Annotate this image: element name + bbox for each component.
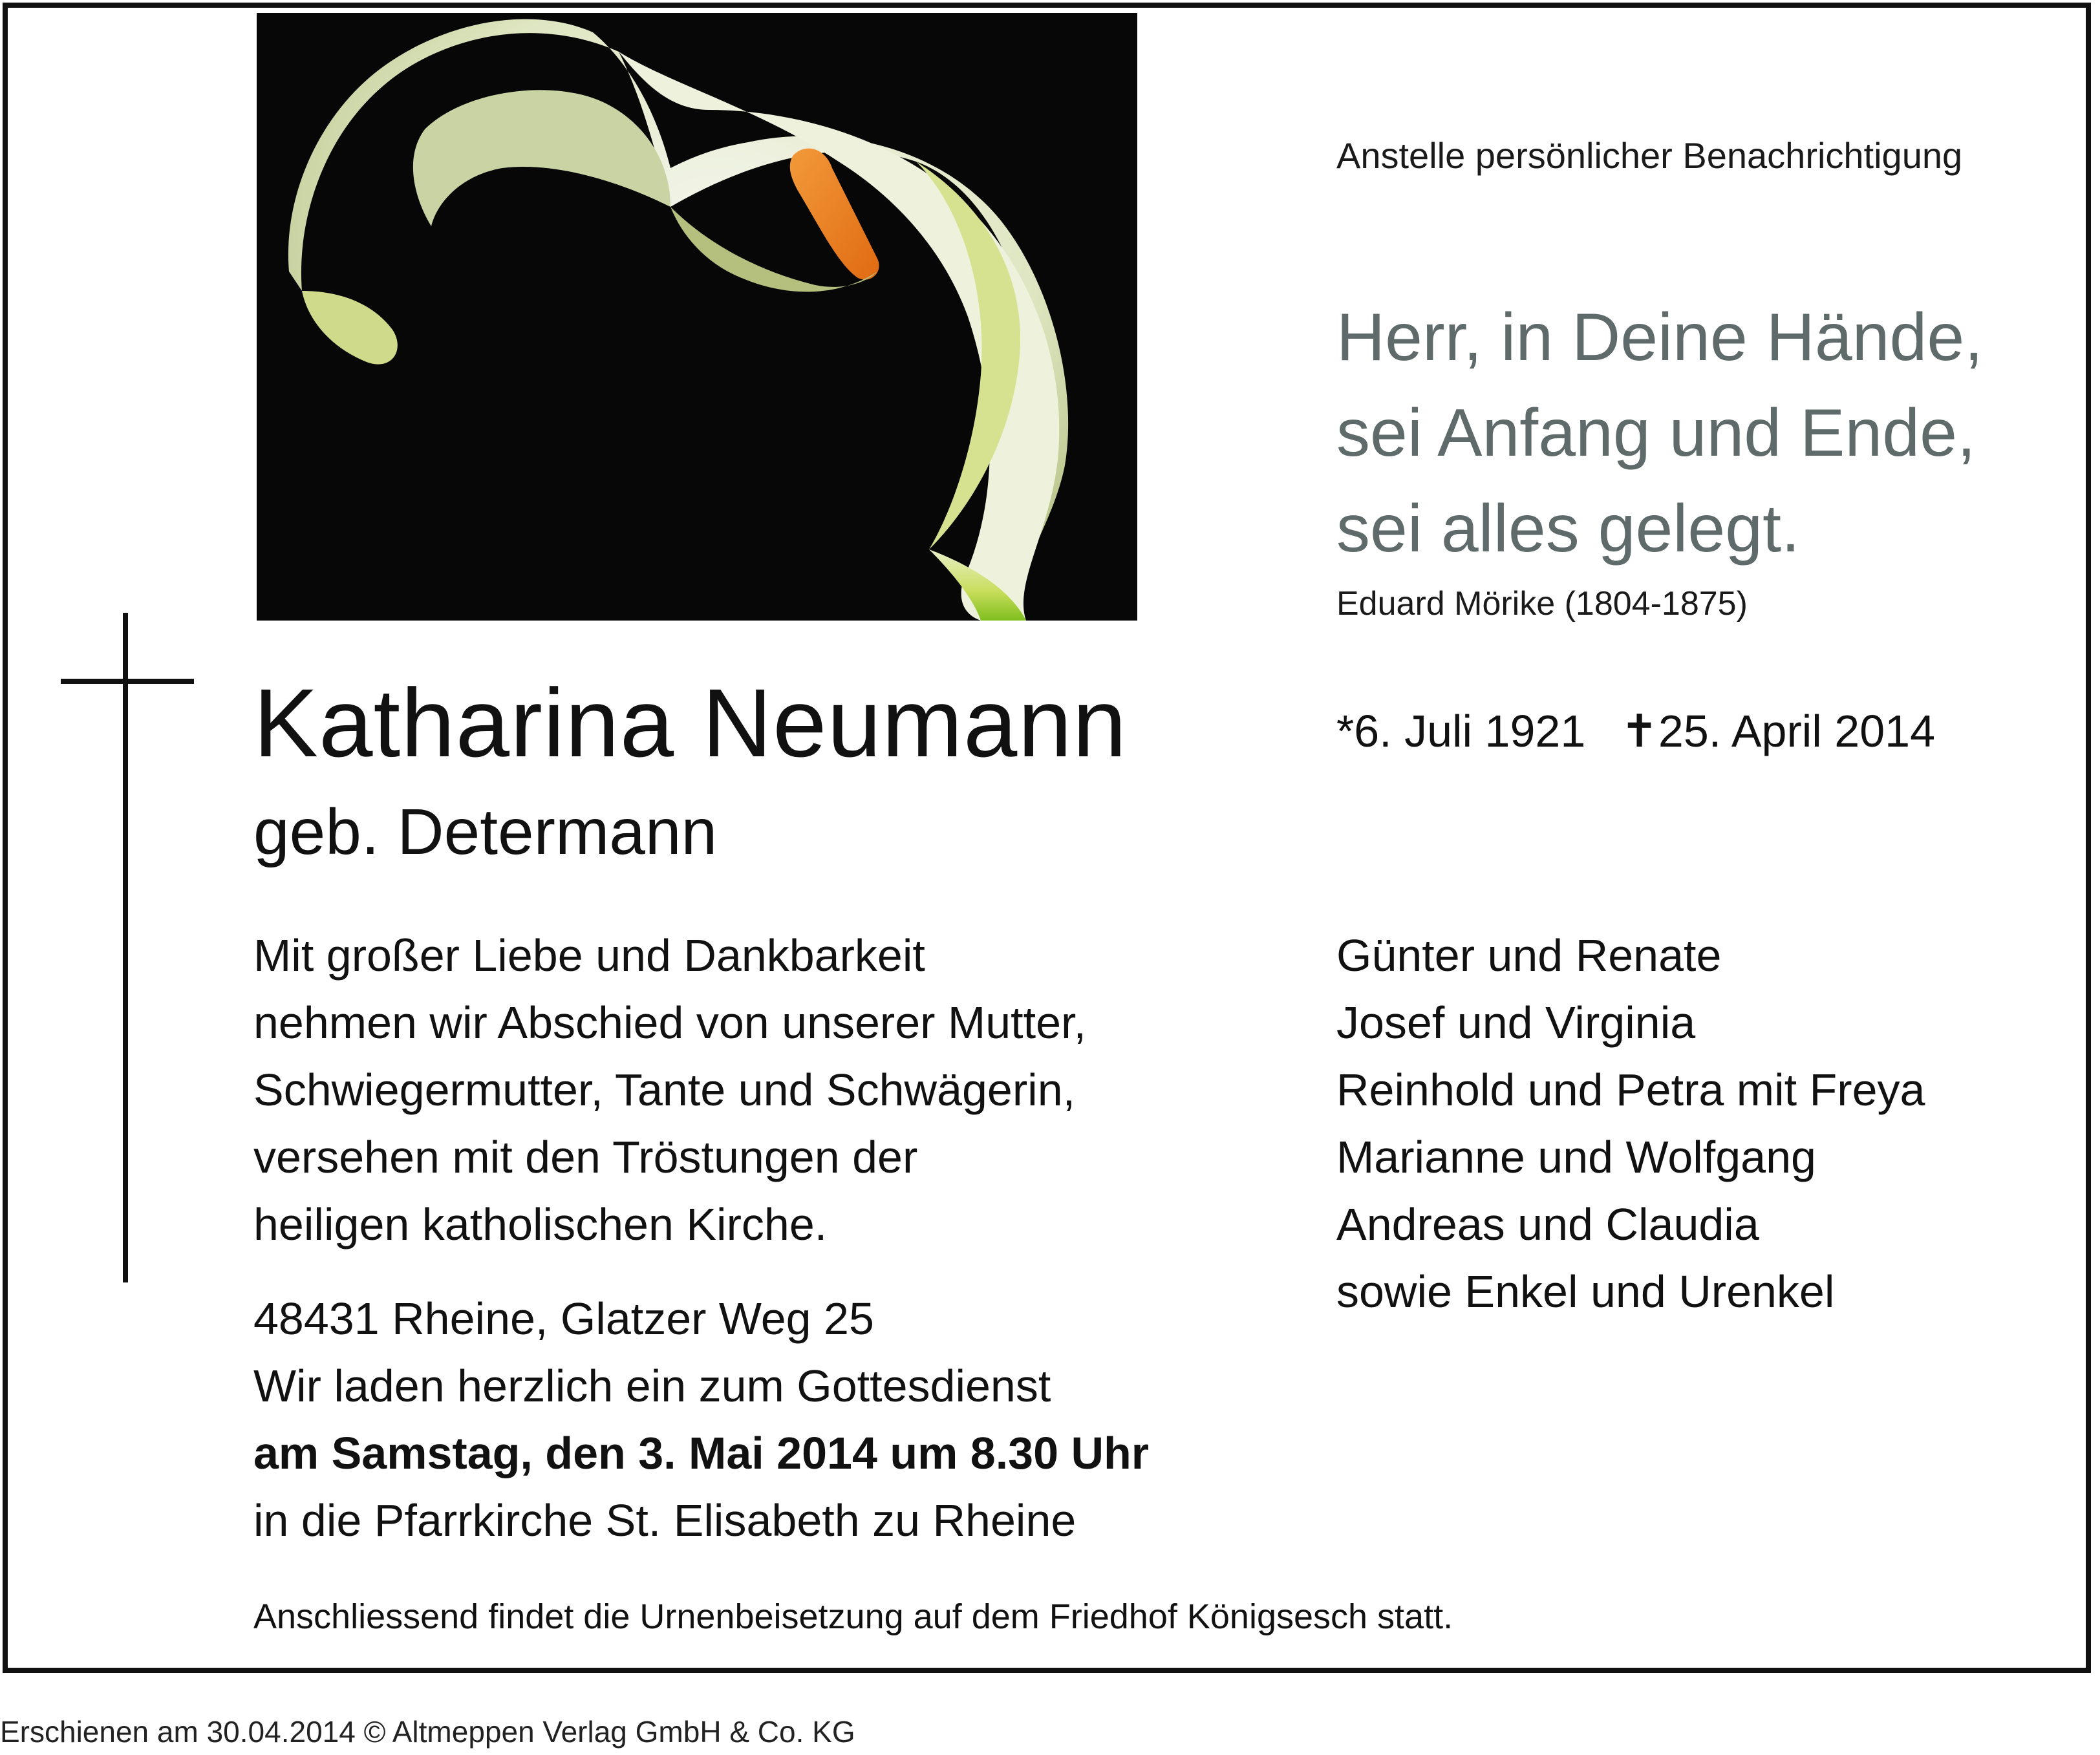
verse-line: sei alles gelegt. — [1336, 491, 1800, 566]
cross-icon — [123, 613, 128, 1282]
verse-line: sei Anfang und Ende, — [1336, 396, 1976, 471]
birth-date: *6. Juli 1921 — [1336, 706, 1586, 756]
message-line: Schwiegermutter, Tante und Schwägerin, — [253, 1065, 1076, 1115]
service-location: in die Pfarrkirche St. Elisabeth zu Rheine — [253, 1495, 1077, 1546]
relative-item: Andreas und Claudia — [1336, 1199, 1759, 1250]
calla-lily-photo — [257, 13, 1137, 621]
relative-item: Günter und Renate — [1336, 930, 1722, 981]
message-line: versehen mit den Tröstungen der — [253, 1132, 918, 1182]
message-line: nehmen wir Abschied von unserer Mutter, — [253, 997, 1086, 1048]
relative-item: Josef und Virginia — [1336, 997, 1696, 1048]
publication-footer: Erschienen am 30.04.2014 © Altmeppen Verlag GmbH & Co. KG — [0, 1715, 855, 1749]
service-info — [253, 1285, 1149, 1554]
message-line: Mit großer Liebe und Dankbarkeit — [253, 930, 925, 981]
relative-item: sowie Enkel und Urenkel — [1336, 1266, 1835, 1317]
birth-name: geb. Determann — [253, 796, 718, 868]
deceased-name: Katharina Neumann — [253, 668, 1128, 777]
service-invite: Wir laden herzlich ein zum Gottesdienst — [253, 1361, 1051, 1411]
relative-item: Reinhold und Petra mit Freya — [1336, 1065, 1925, 1115]
notice-text: Anstelle persönlicher Benachrichtigung — [1336, 135, 1963, 176]
obituary-frame — [3, 3, 2091, 1673]
verse-line: Herr, in Deine Hände, — [1336, 300, 1984, 375]
cross-icon-bar — [61, 679, 194, 684]
relative-item: Marianne und Wolfgang — [1336, 1132, 1816, 1182]
relatives-list — [1336, 922, 1925, 1325]
verse-block — [1336, 290, 1983, 577]
verse-author: Eduard Mörike (1804-1875) — [1336, 585, 1748, 622]
service-datetime: am Samstag, den 3. Mai 2014 um 8.30 Uhr — [253, 1428, 1150, 1478]
burial-notice: Anschliessend findet die Urnenbeisetzung auf dem Friedhof Königsesch statt. — [253, 1597, 1453, 1636]
life-dates — [1336, 705, 1935, 758]
farewell-message — [253, 922, 1086, 1258]
death-date: ✝25. April 2014 — [1620, 706, 1936, 756]
address: 48431 Rheine, Glatzer Weg 25 — [253, 1293, 874, 1344]
message-line: heiligen katholischen Kirche. — [253, 1199, 828, 1250]
